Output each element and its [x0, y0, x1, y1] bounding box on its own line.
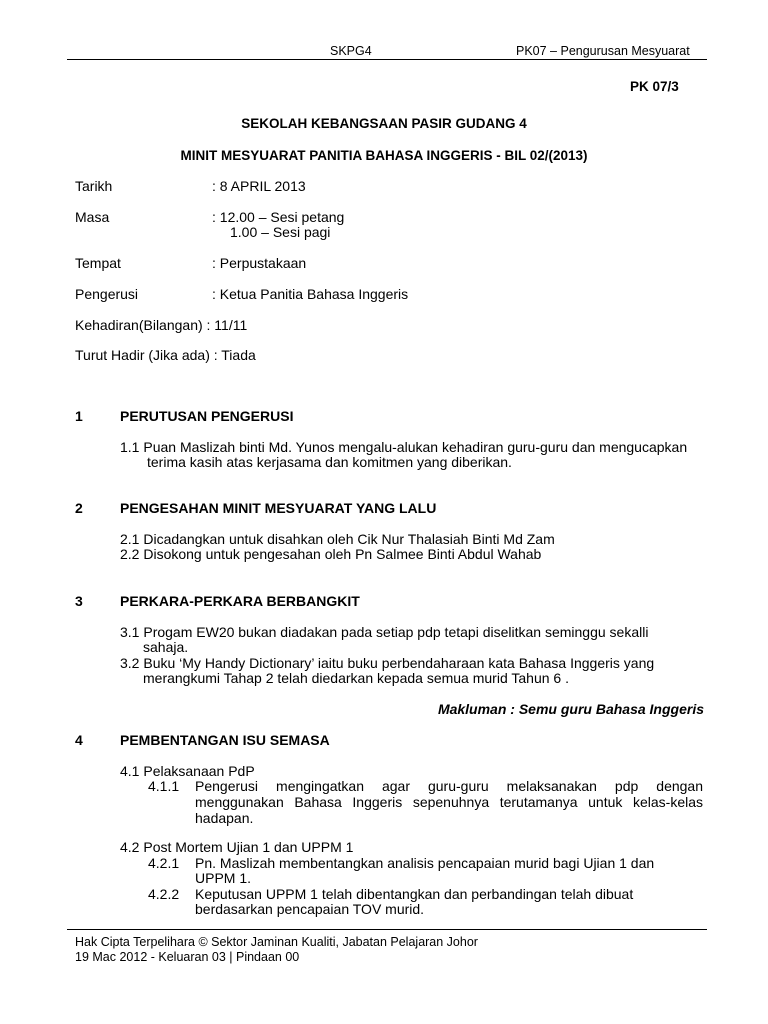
item-4-2-1-line-2: UPPM 1. [195, 870, 252, 886]
footer-copyright: Hak Cipta Terpelihara © Sektor Jaminan Kualiti, Jabatan Pelajaran Johor [75, 935, 478, 949]
tempat-value: : Perpustakaan [212, 255, 307, 271]
section-2-number: 2 [75, 500, 83, 516]
turut-hadir-line: Turut Hadir (Jika ada) : Tiada [75, 347, 256, 363]
kehadiran-line: Kehadiran(Bilangan) : 11/11 [75, 317, 248, 333]
section-1-title: PERUTUSAN PENGERUSI [120, 408, 294, 424]
item-4-2: 4.2 Post Mortem Ujian 1 dan UPPM 1 [120, 839, 354, 855]
footer-revision: 19 Mac 2012 - Keluaran 03 | Pindaan 00 [75, 950, 300, 964]
section-4-number: 4 [75, 732, 83, 748]
item-4-2-2-line-1: Keputusan UPPM 1 telah dibentangkan dan perbandingan telah dibuat [195, 886, 634, 902]
item-4-2-2-line-2: berdasarkan pencapaian TOV murid. [195, 901, 425, 917]
item-4-2-1-line-1: Pn. Maslizah membentangkan analisis pencapaian murid bagi Ujian 1 dan [195, 855, 655, 871]
item-3-2-line-1: 3.2 Buku ‘My Handy Dictionary’ iaitu buku perbendaharaan kata Bahasa Inggeris yang [120, 655, 655, 671]
item-4-1-1-text: Pengerusi mengingatkan agar guru-guru melaksanakan pdp dengan menggunakan Bahasa Inggeris sepenuhnya terutamanya untuk kelas-kelas hadapan. [195, 778, 703, 826]
section-3-number: 3 [75, 593, 83, 609]
section-1-number: 1 [75, 408, 83, 424]
item-2-1: 2.1 Dicadangkan untuk disahkan oleh Cik Nur Thalasiah Binti Md Zam [120, 531, 555, 547]
module-label: PK07 – Pengurusan Mesyuarat [516, 44, 690, 58]
item-3-1-line-1: 3.1 Progam EW20 bukan diadakan pada setiap pdp tetapi diselitkan seminggu sekalli [120, 624, 649, 640]
item-3-1-line-2: sahaja. [143, 639, 189, 655]
footer-rule [67, 929, 707, 930]
masa-value-1: : 12.00 – Sesi petang [212, 209, 345, 225]
pengerusi-label: Pengerusi [75, 286, 139, 302]
item-1-1-line-1: 1.1 Puan Maslizah binti Md. Yunos mengalu-alukan kehadiran guru-guru dan mengucapkan [120, 439, 688, 455]
section-3-note: Makluman : Semu guru Bahasa Inggeris [437, 701, 704, 717]
item-3-2-line-2: merangkumi Tahap 2 telah diedarkan kepada semua murid Tahun 6 . [143, 670, 569, 686]
item-4-2-2-number: 4.2.2 [148, 886, 180, 902]
item-2-2: 2.2 Disokong untuk pengesahan oleh Pn Salmee Binti Abdul Wahab [120, 546, 542, 562]
item-4-1-1-number: 4.1.1 [148, 778, 180, 794]
section-4-title: PEMBENTANGAN ISU SEMASA [120, 732, 330, 748]
section-3-title: PERKARA-PERKARA BERBANGKIT [120, 593, 360, 609]
section-2-title: PENGESAHAN MINIT MESYUARAT YANG LALU [120, 500, 437, 516]
school-title: SEKOLAH KEBANGSAAN PASIR GUDANG 4 [241, 116, 527, 131]
tarikh-value: : 8 APRIL 2013 [212, 178, 306, 194]
form-number: PK 07/3 [630, 79, 679, 94]
header-rule [67, 59, 707, 60]
item-4-1: 4.1 Pelaksanaan PdP [120, 763, 255, 779]
masa-label: Masa [75, 209, 110, 225]
pengerusi-value: : Ketua Panitia Bahasa Inggeris [212, 286, 409, 302]
item-4-2-1-number: 4.2.1 [148, 855, 180, 871]
doc-code: SKPG4 [330, 44, 372, 58]
tarikh-label: Tarikh [75, 178, 113, 194]
masa-value-2: 1.00 – Sesi pagi [230, 224, 331, 240]
tempat-label: Tempat [75, 255, 121, 271]
item-1-1-line-2: terima kasih atas kerjasama dan komitmen yang diberikan. [147, 454, 512, 470]
meeting-title: MINIT MESYUARAT PANITIA BAHASA INGGERIS - BIL 02/(2013) [180, 148, 588, 163]
